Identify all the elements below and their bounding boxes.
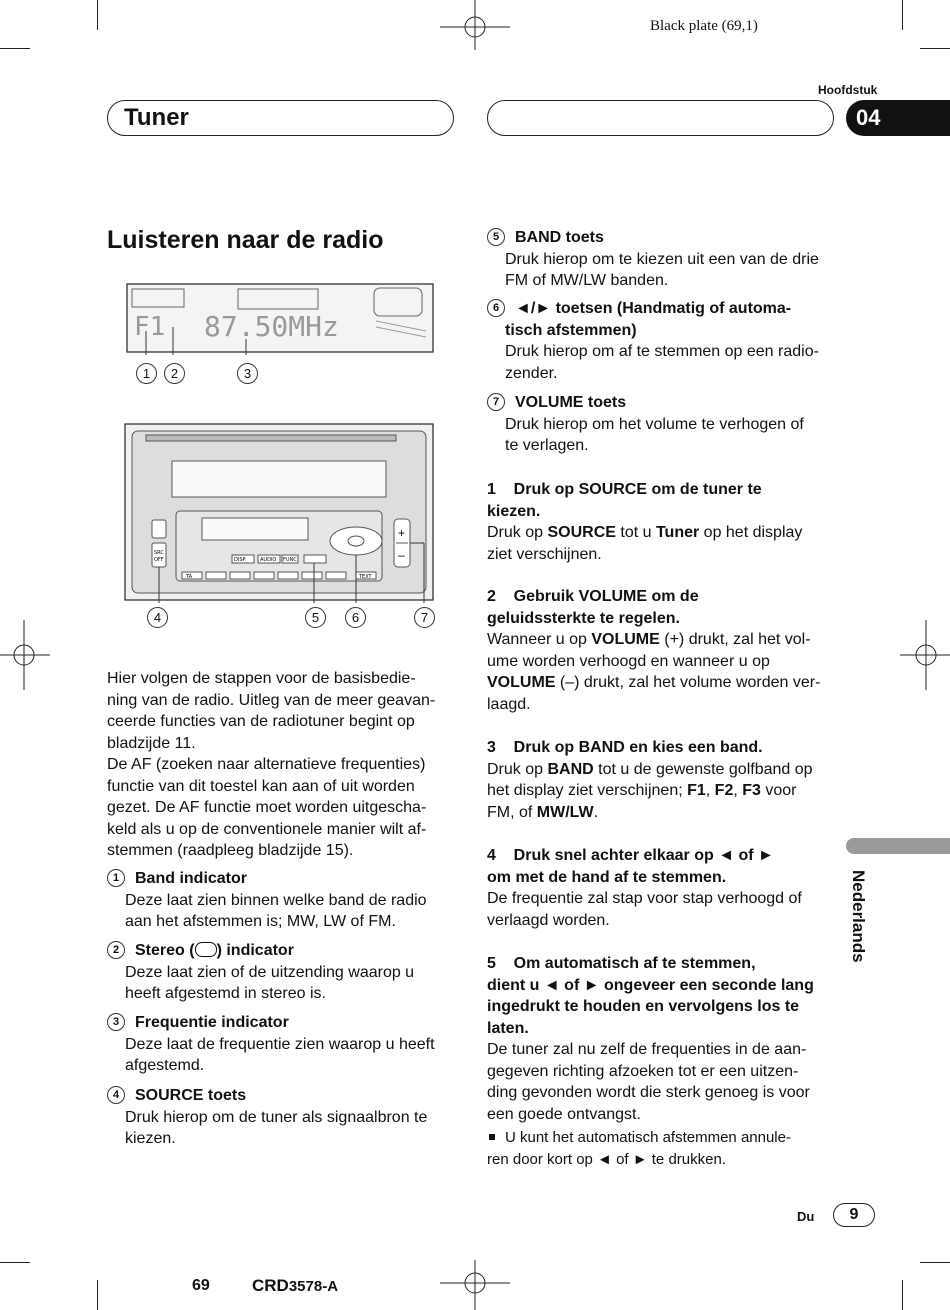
page-number: 9 — [833, 1203, 875, 1227]
intro-text: Hier volgen de stappen voor de basisbedie- ning van de radio. Uitleg van de meer geavan- ceerde functies van de radiotuner begint op bladzijde 11. De AF (zoeken naar alternatieve frequenties) functie van dit toestel kan aan of uit worden gezet. De AF functie moet worden uitgescha- keld als u op de conventionele manier wilt af- stemmen (raadpleeg bladzijde 15). — [107, 670, 436, 859]
item-frequency-indicator: 3 Frequentie indicator Deze laat de frequentie zien waarop u heeft afgestemd. — [107, 1012, 452, 1077]
svg-text:–: – — [398, 548, 405, 562]
step-4: 4 Druk snel achter elkaar op ◄ of ► om met de hand af te stemmen. De frequentie zal stap voor stap verhoogd of verlaagd worden. — [487, 847, 802, 929]
item-band-key: 5 BAND toets Druk hierop om te kiezen uit een van de drie FM of MW/LW banden. — [487, 227, 837, 292]
text-button-label: TEXT — [359, 574, 372, 580]
step-3: 3 Druk op BAND en kies een band. Druk op BAND tot u de gewenste golfband op het display ziet verschijnen; F1, F2, F3 voor FM, of MW/LW. — [487, 739, 813, 821]
callout-4: 4 — [147, 607, 168, 628]
src-button-label: SRC — [154, 550, 164, 556]
step-5: 5 Om automatisch af te stemmen, dient u ◄ of ► ongeveer een seconde lang ingedrukt te houden en vervolgens los te laten. De tuner zal nu zelf de frequenties in de aan- gegeven richting afzoeken tot er een uitzen- ding gevonden wordt die sterk genoeg is voor een goede ontvangst. U kunt het automatisch afstemmen annule- ren door kort op ◄ of ► te drukken. — [487, 953, 837, 1171]
language-label: Nederlands — [849, 870, 868, 963]
model-code: CRD3578-A — [252, 1276, 339, 1295]
stereo-icon — [195, 942, 217, 957]
page-title: Luisteren naar de radio — [107, 226, 384, 254]
callout-7: 7 — [414, 607, 435, 628]
step-1: 1 Druk op SOURCE om de tuner te kiezen. Druk op SOURCE tot u Tuner op het display ziet verschijnen. — [487, 481, 803, 563]
item-stereo-indicator: 2 Stereo ( ) indicator Deze laat zien of de uitzending waarop u heeft afgestemd in stereo is. — [107, 940, 452, 1005]
audio-button-label: AUDIO — [260, 557, 277, 563]
callout-2: 2 — [164, 363, 185, 384]
ta-button-label: TA — [186, 574, 193, 580]
plate-label: Black plate (69,1) — [650, 18, 758, 34]
section-title: Tuner — [124, 104, 189, 131]
language-tab — [846, 838, 950, 854]
registration-mark-right — [900, 620, 950, 690]
bullet-icon — [489, 1134, 495, 1140]
sheet-number: 69 — [192, 1277, 210, 1294]
language-code: Du — [797, 1209, 815, 1224]
lcd-band-text: F1 — [134, 312, 166, 342]
lcd-display-illustration — [126, 283, 436, 355]
registration-mark-top — [440, 0, 510, 52]
chapter-number-tab: 04 — [846, 100, 950, 136]
note: U kunt het automatisch afstemmen annule- ren door kort op ◄ of ► te drukken. — [487, 1129, 791, 1168]
item-seek-keys: 6 ◄/► toetsen (Handmatig of automa- tisch afstemmen) Druk hierop om af te stemmen op een radio- zender. — [487, 298, 837, 384]
item-band-indicator: 1 Band indicator Deze laat zien binnen welke band de radio aan het afstemmen is; MW, LW of FM. — [107, 868, 452, 933]
callout-6: 6 — [345, 607, 366, 628]
item-volume-key: 7 VOLUME toets Druk hierop om het volume te verhogen of te verlagen. — [487, 392, 837, 457]
callout-5: 5 — [305, 607, 326, 628]
func-button-label: FUNC — [283, 557, 297, 563]
header-empty-frame — [487, 100, 834, 136]
step-2: 2 Gebruik VOLUME om de geluidssterkte te regelen. Wanneer u op VOLUME (+) drukt, zal het vol- ume worden verhoogd en wanneer u op VOLUME (–) drukt, zal het volume worden ver- laagd. — [487, 588, 821, 713]
callout-3: 3 — [237, 363, 258, 384]
disp-button-label: DISP — [234, 557, 246, 563]
head-unit-illustration — [124, 423, 436, 603]
callout-1: 1 — [136, 363, 157, 384]
chapter-label: Hoofdstuk — [818, 83, 878, 97]
item-source-key: 4 SOURCE toets Druk hierop om de tuner als signaalbron te kiezen. — [107, 1085, 452, 1150]
lcd-frequency-text: 87.50MHz — [204, 310, 339, 343]
registration-mark-left — [0, 620, 50, 690]
off-button-label: OFF — [154, 557, 164, 563]
registration-mark-bottom — [440, 1258, 510, 1310]
svg-text:+: + — [398, 526, 406, 540]
